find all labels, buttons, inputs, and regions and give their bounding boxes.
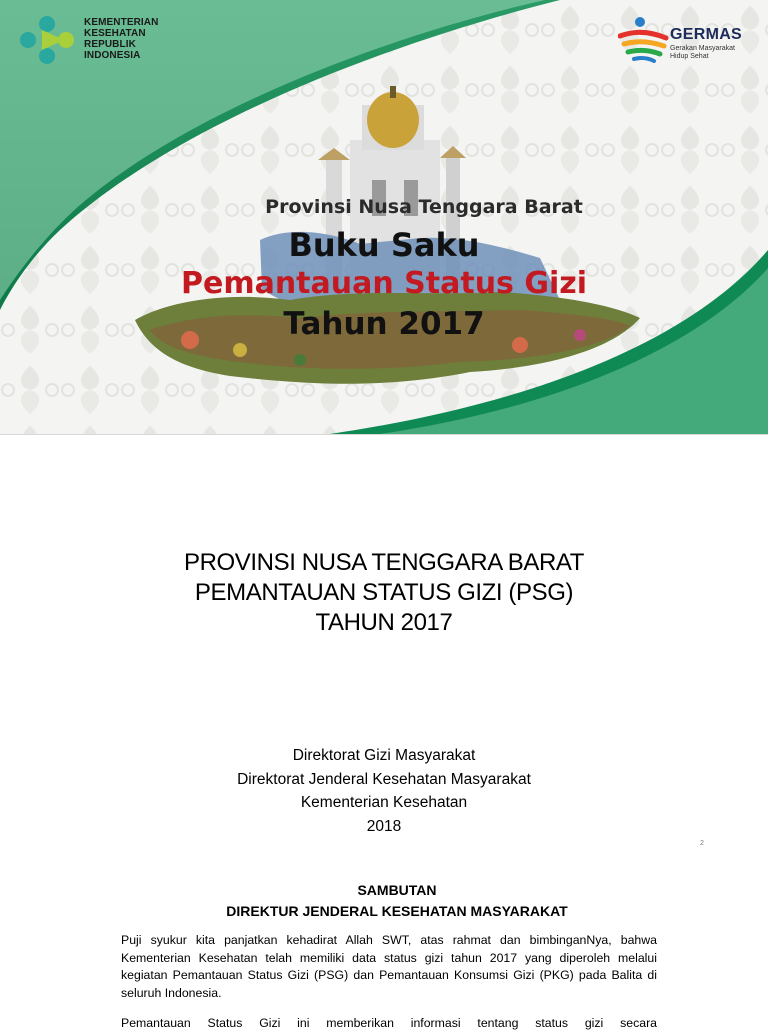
sambutan-heading	[0, 880, 768, 922]
germas-logo-icon	[618, 14, 670, 66]
sambutan-paragraph-partial: Pemantauan Status Gizi ini memberikan informasi tentang status gizi secara	[121, 1016, 657, 1030]
germas-name: GERMAS	[670, 26, 743, 43]
title-line: PROVINSI NUSA TENGGARA BARAT	[183, 549, 584, 576]
title-line: TAHUN 2017	[315, 609, 453, 636]
germas-tagline: Gerakan Masyarakat Hidup Sehat	[670, 45, 735, 60]
cover-main-title: Pemantauan Status Gizi	[180, 266, 588, 301]
title-line: PEMANTAUAN STATUS GIZI (PSG)	[194, 579, 574, 606]
cover-year: Tahun 2017	[283, 306, 485, 342]
ministry-line: KEMENTERIAN	[84, 17, 159, 28]
ministry-line: REPUBLIK	[84, 39, 136, 50]
sambutan-title: SAMBUTAN	[357, 882, 437, 898]
ministry-name	[84, 17, 174, 61]
title-page-heading	[0, 548, 768, 638]
cover-banner	[0, 0, 768, 435]
germas-logo	[618, 14, 758, 68]
kemenkes-logo	[18, 12, 168, 68]
cover-province: Provinsi Nusa Tenggara Barat	[265, 196, 583, 218]
publisher-line: Direktorat Jenderal Kesehatan Masyarakat	[237, 770, 531, 788]
ministry-line: KESEHATAN	[84, 28, 146, 39]
page-number: 2	[700, 840, 704, 847]
publisher-line: Direktorat Gizi Masyarakat	[292, 747, 476, 764]
publisher-line: 2018	[366, 817, 402, 835]
ministry-line: INDONESIA	[84, 50, 141, 61]
sambutan-subtitle: DIREKTUR JENDERAL KESEHATAN MASYARAKAT	[226, 903, 568, 919]
kemenkes-logo-icon	[18, 14, 76, 66]
publisher-block	[0, 744, 768, 838]
publisher-line: Kementerian Kesehatan	[300, 794, 468, 811]
cover-book-label: Buku Saku	[288, 226, 480, 264]
sambutan-paragraph: Puji syukur kita panjatkan kehadirat Allah SWT, atas rahmat dan bimbinganNya, bahwa Kementerian Kesehatan telah memiliki data status gizi tahun 2017 yang diperoleh melalui kegiatan Pemantauan Status Gizi (PSG) dan Pemantauan Konsumsi Gizi (PKG) pada Balita di seluruh Indonesia.	[121, 933, 657, 1000]
